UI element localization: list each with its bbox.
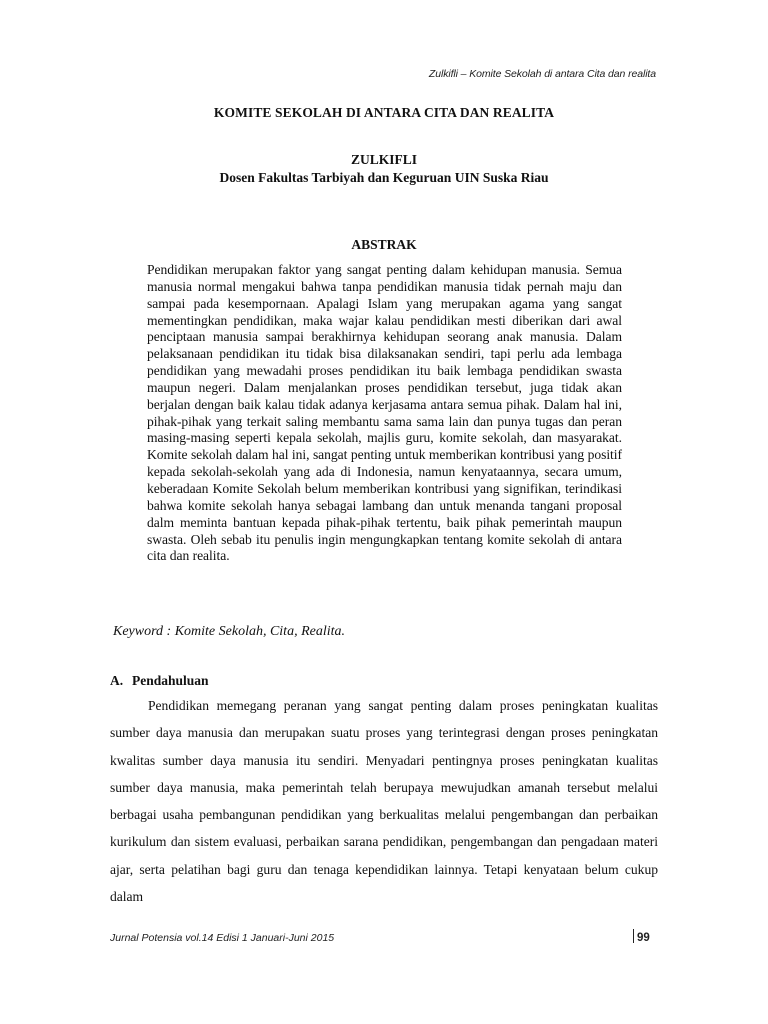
abstract-heading: ABSTRAK (351, 237, 417, 252)
page-number (633, 929, 650, 944)
journal-footer: Jurnal Potensia vol.14 Edisi 1 Januari-Juni 2015 (110, 932, 335, 944)
running-head: Zulkifli – Komite Sekolah di antara Cita dan realita (428, 68, 656, 80)
section-title: Pendahuluan (132, 673, 209, 688)
author-affiliation: Dosen Fakultas Tarbiyah dan Keguruan UIN Suska Riau (219, 170, 549, 185)
section-number: A. (110, 673, 124, 688)
abstract-body: Pendidikan merupakan faktor yang sangat penting dalam kehidupan manusia. Semua manusia normal mengakui bahwa tanpa pendidikan manusia tidak pernah maju dan sampai pada kesempornaan. Apalagi Islam yang merupakan agama yang sangat mementingkan pendidikan, maka wajar kalau pendidikan mesti diberikan dari awal penciptaan manusia sampai berakhirnya kehidupan seorang anak manusia. Dalam pelaksanaan pendidikan itu tidak bisa dilaksanakan sendiri, tapi perlu ada lembaga pendidikan yang mewadahi proses pendidikan itu baik lembaga pendidikan swasta maupun negeri. Dalam menjalankan proses pendidikan tersebut, juga tidak akan berjalan dengan baik kalau tidak adanya kerjasama antara semua pihak. Dalam hal ini, pihak-pihak yang terkait saling membantu sama sama lain dan punya tugas dan peran masing-masing seperti kepala sekolah, majlis guru, komite sekolah, dan masyarakat. Komite sekolah dalam hal ini, sangat penting untuk memberikan kontribusi yang positif kepada sekolah-sekolah yang ada di Indonesia, namun kenyataannya, secara umum, keberadaan Komite Sekolah belum memberikan kontribusi yang signifikan, terindikasi bahwa komite sekolah hanya sebagai lambang dan untuk menanda tangani proposal dalm meminta bantuan kepada pihak-pihak tertentu, baik pihak pemerintah maupun swasta. Oleh sebab itu penulis ingin mengungkapkan tentang komite sekolah di antara cita dan realita. (147, 262, 622, 564)
page-number-value: 99 (637, 932, 650, 944)
page-number-divider (633, 929, 634, 943)
section-body: Pendidikan memegang peranan yang sangat penting dalam proses peningkatan kualitas sumber daya manusia dan merupakan suatu proses yang terintegrasi dengan proses peningkatan kwalitas sumber daya manusia itu sendiri. Menyadari pentingnya proses peningkatan kualitas sumber daya manusia, maka pemerintah telah berupaya mewujudkan amanah tersebut melalui berbagai usaha pembangunan pendidikan yang berkualitas melalui pengembangan dan perbaikan kurikulum dan sistem evaluasi, perbaikan sarana pendidikan, pengembangan dan pengadaan materi ajar, serta pelatihan bagi guru dan tenaga kependidikan lainnya. Tetapi kenyataan belum cukup dalam (110, 698, 658, 905)
author-name: ZULKIFLI (350, 152, 418, 167)
section-heading (110, 673, 209, 689)
keywords: Keyword : Komite Sekolah, Cita, Realita. (113, 624, 346, 639)
paper-title: KOMITE SEKOLAH DI ANTARA CITA DAN REALITA (213, 105, 555, 120)
